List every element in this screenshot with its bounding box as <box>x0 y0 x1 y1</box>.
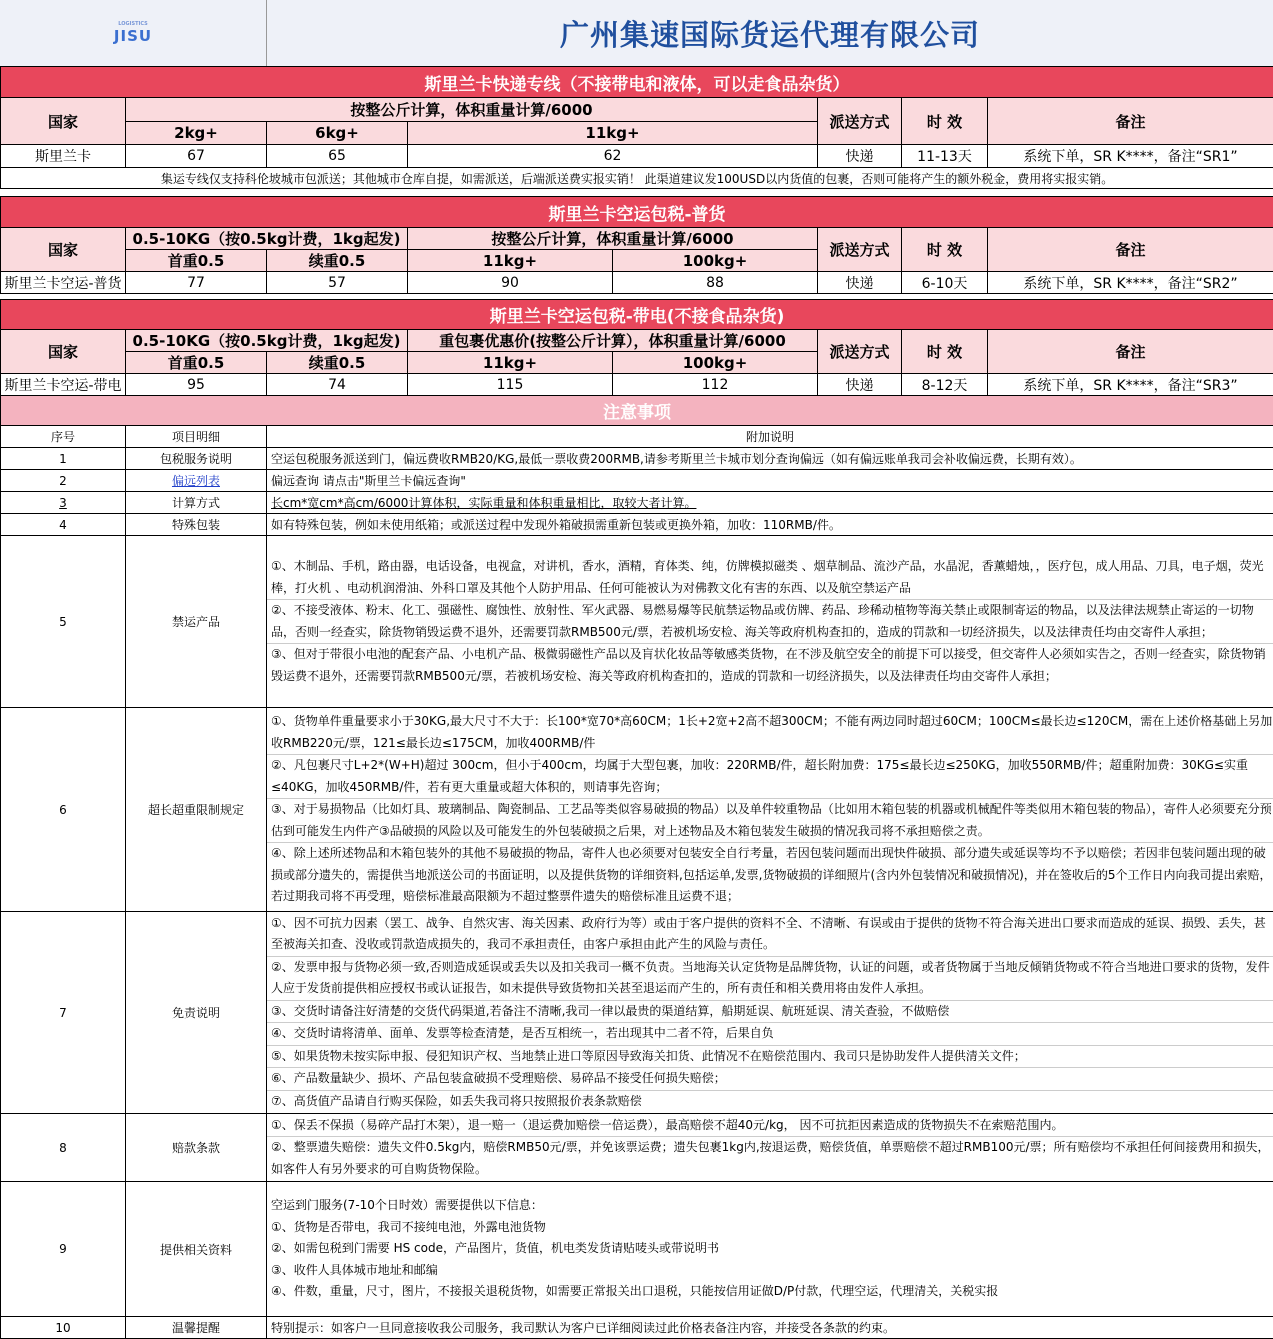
time-cell: 11-13天 <box>902 145 988 168</box>
remark-cell: 系统下单，SR K****，备注“SR3” <box>988 374 1273 396</box>
col-header-detail: 附加说明 <box>267 426 1273 448</box>
detail-line: ②、发票申报与货物必须一致,否则造成延误或丢失以及扣关我司一概不负责。当地海关认定货物是品牌货物，认证的问题，或者货物属于当地反倾销货物或不符合当地进口要求的货物，发件人应于发货前提供相应授权书或认证报告，如未提供导致货物扣关甚至退运而产生的，所有责任和相关费用将由发件人承担。 <box>267 957 1273 1001</box>
row-detail: 长cm*宽cm*高cm/6000计算体积，实际重量和体积重量相比，取较大者计算。 <box>267 492 1273 514</box>
delivery-cell: 快递 <box>818 145 902 168</box>
tier-header: 100kg+ <box>613 250 818 272</box>
detail-line: ⑤、如果货物未按实际申报、侵犯知识产权、当地禁止进口等原因导致海关扣货、此情况不在赔偿范围内、我司只是协助发件人提供清关文件； <box>267 1046 1273 1069</box>
detail-line: ③、但对于带很小电池的配套产品、小电机产品、极微弱磁性产品以及肓状化妆品等敏感类货物，在不涉及航空安全的前提下可以接受，但交寄件人必须如实告之，否则一经查实，除货物销毁运费不退外，还需要罚款RMB500元/票，若被机场安检、海关等政府机构查扣的，造成的罚款和一切经济损失，以及法律责任均由交寄件人承担； <box>271 647 1266 683</box>
time-cell: 8-12天 <box>902 374 988 396</box>
country-header: 国家 <box>1 330 126 374</box>
tier-header: 首重0.5 <box>126 352 267 374</box>
calc-a-header: 0.5-10KG（按0.5kg计费，1kg起发) <box>126 330 408 352</box>
price-cell: 112 <box>613 374 818 396</box>
detail-line: ③、对于易损物品（比如灯具、玻璃制品、陶瓷制品、工艺品等类似容易破损的物品）以及单件较重物品（比如用木箱包装的机器或机械配件等类似用木箱包装的物品），寄件人必须要充分预估到可能发生内件产③品破损的风险以及可能发生的外包装破损之后果，对上述物品及木箱包装发生破损的情况我司将不承担赔偿之责。 <box>267 799 1273 843</box>
row-no: 1 <box>1 448 126 470</box>
detail-line: ②、整票遗失赔偿：遗失文件0.5kg内，赔偿RMB50元/票，并免该票运费；遗失包裹1kg内,按退运费，赔偿货值，单票赔偿不超过RMB100元/票；所有赔偿均不承担任何间接费用和损失，如客件人有另外要求的可自购货物保险。 <box>271 1140 1270 1176</box>
tier-header: 11kg+ <box>408 250 613 272</box>
col-header-item: 项目明细 <box>126 426 267 448</box>
row-no: 8 <box>1 1114 126 1182</box>
row-item: 赔款条款 <box>126 1114 267 1182</box>
detail-line: ②、不接受液体、粉末、化工、强磁性、腐蚀性、放射性、军火武器、易燃易爆等民航禁运物品或仿牌、药品、珍稀动植物等海关禁止或限制寄运的物品，以及法律法规禁止寄运的一切物品，否则一经查实，除货物销毁运费不退外，还需要罚款RMB500元/票，若被机场安检、海关等政府机构查扣的，造成的罚款和一切经济损失，以及法律责任均由交寄件人承担； <box>267 600 1273 644</box>
section1-note: 集运专线仅支持科伦坡城市包派送；其他城市仓库自提，如需派送，后端派送费实报实销！ 此渠道建议发100USD以内货值的包裹，否则可能将产生的额外税金，费用将实报实销。 <box>1 168 1273 189</box>
row-detail: 偏远查询 请点击"斯里兰卡偏远查询" <box>267 470 1273 492</box>
price-cell: 57 <box>267 272 408 294</box>
row-item: 提供相关资料 <box>126 1182 267 1317</box>
tier-header: 11kg+ <box>408 352 613 374</box>
notice-title: 注意事项 <box>1 396 1273 426</box>
time-header: 时 效 <box>902 98 988 145</box>
detail-line: ④、交货时请将清单、面单、发票等检查清楚，是否互相统一，若出现其中二者不符，后果自负 <box>267 1023 1273 1046</box>
tier-header: 首重0.5 <box>126 250 267 272</box>
country-header: 国家 <box>1 228 126 272</box>
row-item: 计算方式 <box>126 492 267 514</box>
section1-title: 斯里兰卡快递专线（不接带电和液体，可以走食品杂货） <box>1 67 1273 98</box>
price-cell: 95 <box>126 374 267 396</box>
calc-method-header: 按整公斤计算，体积重量计算/6000 <box>126 98 818 122</box>
row-no: 5 <box>1 536 126 708</box>
section2-table <box>0 196 1273 294</box>
remark-header: 备注 <box>988 98 1273 145</box>
tier-header: 续重0.5 <box>267 352 408 374</box>
delivery-cell: 快递 <box>818 374 902 396</box>
row-no: 7 <box>1 912 126 1114</box>
detail-line: ③、收件人具体城市地址和邮编 <box>271 1262 438 1277</box>
remark-cell: 系统下单，SR K****，备注“SR1” <box>988 145 1273 168</box>
sheet-header <box>0 0 1273 67</box>
price-cell: 77 <box>126 272 267 294</box>
row-no <box>1 492 126 514</box>
time-header: 时 效 <box>902 228 988 272</box>
logo-subtext: LOGISTICS <box>118 21 148 27</box>
remark-header: 备注 <box>988 330 1273 374</box>
tier-header: 100kg+ <box>613 352 818 374</box>
detail-line: ①、因不可抗力因素（罢工、战争、自然灾害、海关因素、政府行为等）或由于客户提供的资料不全、不清晰、有误或由于提供的货物不符合海关进出口要求而造成的延误、损毁、丢失，甚至被海关扣查、没收或罚款造成损失的，我司不承担责任，由客户承担由此产生的风险与责任。 <box>267 913 1273 957</box>
row-detail <box>267 1114 1273 1182</box>
detail-line: ①、货物是否带电，我司不接纯电池，外露电池货物 <box>271 1219 546 1234</box>
row-detail <box>267 536 1273 708</box>
logo-text: JISU <box>113 27 153 45</box>
detail-line: ①、木制品、手机，路由器，电话设备，电视盒，对讲机，香水，酒精，育体类、纯，仿牌模拟磁类 、烟草制品、流沙产品，水晶泥，香薰蜡烛，，医疗包，成人用品、刀具，电子烟，荧光棒，打火机 、电动机润滑油、外科口罩及其他个人防护用品、任何可能被认为对佛教文化有害的东西、以及航空禁运产品 <box>267 556 1273 600</box>
detail-line: ②、如需包税到门需要 HS code，产品图片，货值，机电类发货请贴唛头或带说明书 <box>271 1241 719 1256</box>
row-detail <box>267 912 1273 1114</box>
row-item: 禁运产品 <box>126 536 267 708</box>
row-detail: 特别提示：如客户一旦同意接收我公司服务，我司默认为客户已详细阅读过此价格表备注内容，并接受各条款的约束。 <box>267 1317 1273 1339</box>
price-cell: 88 <box>613 272 818 294</box>
company-name: 广州集速国际货运代理有限公司 <box>559 17 980 52</box>
section2-title: 斯里兰卡空运包税-普货 <box>1 197 1273 228</box>
section1-table <box>0 66 1273 189</box>
price-cell: 65 <box>267 145 408 168</box>
price-cell: 74 <box>267 374 408 396</box>
price-cell: 67 <box>126 145 267 168</box>
tier-header: 续重0.5 <box>267 250 408 272</box>
row-item: 免责说明 <box>126 912 267 1114</box>
row-detail <box>267 708 1273 912</box>
row-detail: 空运包税服务派送到门，偏远费收RMB20/KG,最低一票收费200RMB,请参考斯里兰卡城市划分查询偏远（如有偏远账单我司会补收偏远费，长期有效）。 <box>267 448 1273 470</box>
delivery-header: 派送方式 <box>818 228 902 272</box>
detail-line: ⑦、高货值产品请自行购买保险，如丢失我司将只按照报价表条款赔偿 <box>271 1093 642 1108</box>
section3-table <box>0 299 1273 396</box>
price-cell: 115 <box>408 374 613 396</box>
detail-line: ②、凡包裹尺寸L+2*(W+H)超过 300cm，但小于400cm，均属于大型包裹，加收：220RMB/件，超长附加费：175≤最长边≤250KG，加收550RMB/件；超重附加费：30KG≤实重≤40KG，加收450RMB/件，若有更大重量或超大体积的，则请事先咨询； <box>267 755 1273 799</box>
detail-line: ⑥、产品数量缺少、损坏、产品包装盒破损不受理赔偿、易碎品不接受任何损失赔偿； <box>267 1068 1273 1091</box>
row-no: 10 <box>1 1317 126 1339</box>
row-item: 包税服务说明 <box>126 448 267 470</box>
row-no: 2 <box>1 470 126 492</box>
row-item <box>126 470 267 492</box>
country-cell: 斯里兰卡空运-带电 <box>1 374 126 396</box>
remark-cell: 系统下单，SR K****，备注“SR2” <box>988 272 1273 294</box>
calc-b-header: 重包裹优惠价(按整公斤计算），体积重量计算/6000 <box>408 330 818 352</box>
country-cell: 斯里兰卡空运-普货 <box>1 272 126 294</box>
row-no: 6 <box>1 708 126 912</box>
detail-line: ③、交货时请备注好清楚的交货代码渠道,若备注不清晰,我司一律以最贵的渠道结算，船期延误、航班延误、清关查验，不做赔偿 <box>267 1001 1273 1024</box>
detail-line: 空运到门服务(7-10个日时效）需要提供以下信息： <box>271 1198 543 1213</box>
detail-line: ④、件数，重量，尺寸，图片，不接报关退税货物，如需要正常报关出口退税，只能按信用证做D/P付款，代理空运，代理清关，关税实报 <box>271 1284 999 1299</box>
row-item: 超长超重限制规定 <box>126 708 267 912</box>
price-cell: 62 <box>408 145 818 168</box>
tier-header: 2kg+ <box>126 122 267 145</box>
row-no-link[interactable]: 3 <box>59 495 67 510</box>
remark-header: 备注 <box>988 228 1273 272</box>
company-logo <box>114 21 152 45</box>
detail-line: ①、货物单件重量要求小于30KG,最大尺寸不大于：长100*宽70*高60CM；1长+2宽+2高不超300CM；不能有两边同时超过60CM；100CM≤最长边≤120CM，需在上述价格基础上另加收RMB220元/票，121≤最长边≤175CM，加收400RMB/件 <box>267 711 1273 755</box>
col-header-no: 序号 <box>1 426 126 448</box>
tier-header: 6kg+ <box>267 122 408 145</box>
section3-title: 斯里兰卡空运包税-带电(不接食品杂货) <box>1 300 1273 330</box>
time-cell: 6-10天 <box>902 272 988 294</box>
row-detail: 如有特殊包装，例如未使用纸箱；或派送过程中发现外箱破损需重新包装或更换外箱，加收：110RMB/件。 <box>267 514 1273 536</box>
country-header: 国家 <box>1 98 126 145</box>
row-item: 温馨提醒 <box>126 1317 267 1339</box>
remote-list-link[interactable]: 偏远列表 <box>171 474 220 488</box>
row-item: 特殊包装 <box>126 514 267 536</box>
calc-b-header: 按整公斤计算，体积重量计算/6000 <box>408 228 818 250</box>
row-no: 9 <box>1 1182 126 1317</box>
calc-a-header: 0.5-10KG（按0.5kg计费，1kg起发) <box>126 228 408 250</box>
detail-line: ④、除上述所述物品和木箱包装外的其他不易破损的物品，寄件人也必须要对包装安全自行考量，若因包装问题而出现快件破损、部分遗失或延误等均不予以赔偿；若因非包装问题出现的破损或部分遗失的，需提供当地派送公司的书面证明，以及提供货物的详细资料,包括运单,发票,货物破损的详细照片(含内外包装情况和破损情况)，并在签收后的5个工作日内向我司提出索赔，若过期我司将不再受理，赔偿标准最高限额为不超过整票件遗失的赔偿标准且运费不退； <box>271 846 1272 904</box>
row-no: 4 <box>1 514 126 536</box>
logo-cell <box>0 0 267 66</box>
delivery-cell: 快递 <box>818 272 902 294</box>
country-cell: 斯里兰卡 <box>1 145 126 168</box>
delivery-header: 派送方式 <box>818 330 902 374</box>
detail-line: ①、保丢不保损（易碎产品打木架），退一赔一（退运费加赔偿一倍运费），最高赔偿不超40元/kg， 因不可抗拒因素造成的货物损失不在索赔范围内。 <box>267 1115 1273 1138</box>
delivery-header: 派送方式 <box>818 98 902 145</box>
time-header: 时 效 <box>902 330 988 374</box>
price-cell: 90 <box>408 272 613 294</box>
tier-header: 11kg+ <box>408 122 818 145</box>
notice-table <box>0 395 1273 1339</box>
row-detail <box>267 1182 1273 1317</box>
